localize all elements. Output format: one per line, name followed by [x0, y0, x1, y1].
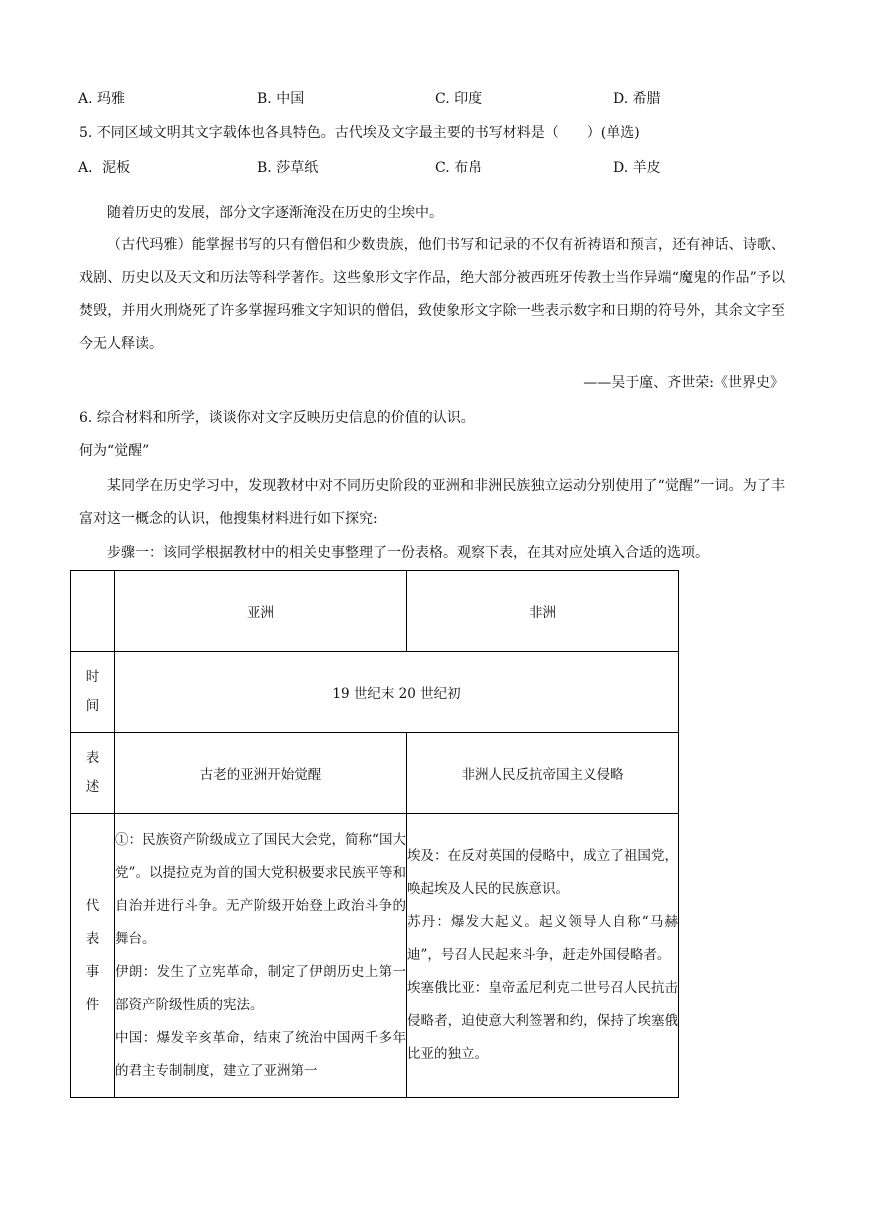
q4-option-d: D. 希腊 — [613, 91, 661, 107]
desc-africa: 非洲人民反抗帝国主义侵略 — [407, 733, 679, 814]
events-africa: 埃及：在反对英国的侵略中，成立了祖国党，唤起埃及人民的民族意识。 苏丹：爆发大起义。起义领导人自称“马赫迪”，号召人民起来斗争，赶走外国侵略者。 埃塞俄比亚：皇帝孟尼利克二世号召人民抗击侵略者，迫使意大利签署和约，保持了埃塞俄比亚的独立。 — [407, 814, 679, 1098]
table-row-events — [71, 814, 679, 1098]
q4-option-c: C. 印度 — [435, 91, 483, 107]
desc-asia: 古老的亚洲开始觉醒 — [115, 733, 407, 814]
q5-options — [78, 157, 698, 177]
material-intro: 随着历史的发展，部分文字逐渐淹没在历史的尘埃中。 — [107, 205, 443, 221]
step1-text: 步骤一：该同学根据教材中的相关史事整理了一份表格。观察下表，在其对应处填入合适的选项。 — [107, 545, 709, 561]
row-label-events-text: 代表事件 — [85, 897, 100, 1013]
q4-option-b: B. 中国 — [257, 91, 305, 107]
table-row-desc — [71, 733, 679, 814]
q5-option-a: A．泥板 — [78, 160, 131, 176]
q6-question: 6. 综合材料和所学，谈谈你对文字反映历史信息的价值的认识。 — [79, 410, 475, 426]
table-header-row — [71, 571, 679, 652]
row-label-events — [71, 814, 115, 1098]
table-corner-cell — [71, 571, 115, 652]
row-label-desc — [71, 733, 115, 814]
row-label-time-text: 时间 — [85, 669, 100, 714]
row-label-desc-text: 表述 — [85, 750, 100, 795]
q5-option-c: C. 布帛 — [435, 160, 483, 176]
q5-question: 5. 不同区域文明其文字载体也各具特色。古代埃及文字最主要的书写材料是（ ）(单选) — [79, 125, 640, 141]
row-label-time — [71, 652, 115, 733]
q4-option-a: A. 玛雅 — [78, 91, 126, 107]
header-africa: 非洲 — [407, 571, 679, 652]
time-value: 19 世纪末 20 世纪初 — [115, 652, 679, 733]
section-title: 何为“觉醒” — [79, 443, 150, 459]
events-asia: ①：民族资产阶级成立了国民大会党，简称“国大党”。以提拉克为首的国大党积极要求民族平等和自治并进行斗争。无产阶级开始登上政治斗争的舞台。 伊朗：发生了立宪革命，制定了伊朗历史上第一部资产阶级性质的宪法。 中国：爆发辛亥革命，结束了统治中国两千多年的君主专制制度，建立了亚洲第一 — [115, 814, 407, 1098]
material-source: ——吴于廑、齐世荣:《世界史》 — [583, 375, 784, 391]
table-row-time — [71, 652, 679, 733]
q4-options — [78, 88, 698, 108]
q5-option-d: D. 羊皮 — [613, 160, 661, 176]
section-intro: 某同学在历史学习中，发现教材中对不同历史阶段的亚洲和非洲民族独立运动分别使用了“觉醒”一词。为了丰富对这一概念的认识，他搜集材料进行如下探究: — [79, 478, 785, 527]
q5-option-b: B. 莎草纸 — [257, 160, 319, 176]
awakening-table — [70, 570, 679, 1098]
header-asia: 亚洲 — [115, 571, 407, 652]
material-body: （古代玛雅）能掌握书写的只有僧侣和少数贵族，他们书写和记录的不仅有祈祷语和预言，还有神话、诗歌、戏剧、历史以及天文和历法等科学著作。这些象形文字作品，绝大部分被西班牙传教士当作异端“魔鬼的作品”予以焚毁，并用火刑烧死了许多掌握玛雅文字知识的僧侣，致使象形文字除一些表示数字和日期的符号外，其余文字至今无人释读。 — [79, 237, 785, 352]
